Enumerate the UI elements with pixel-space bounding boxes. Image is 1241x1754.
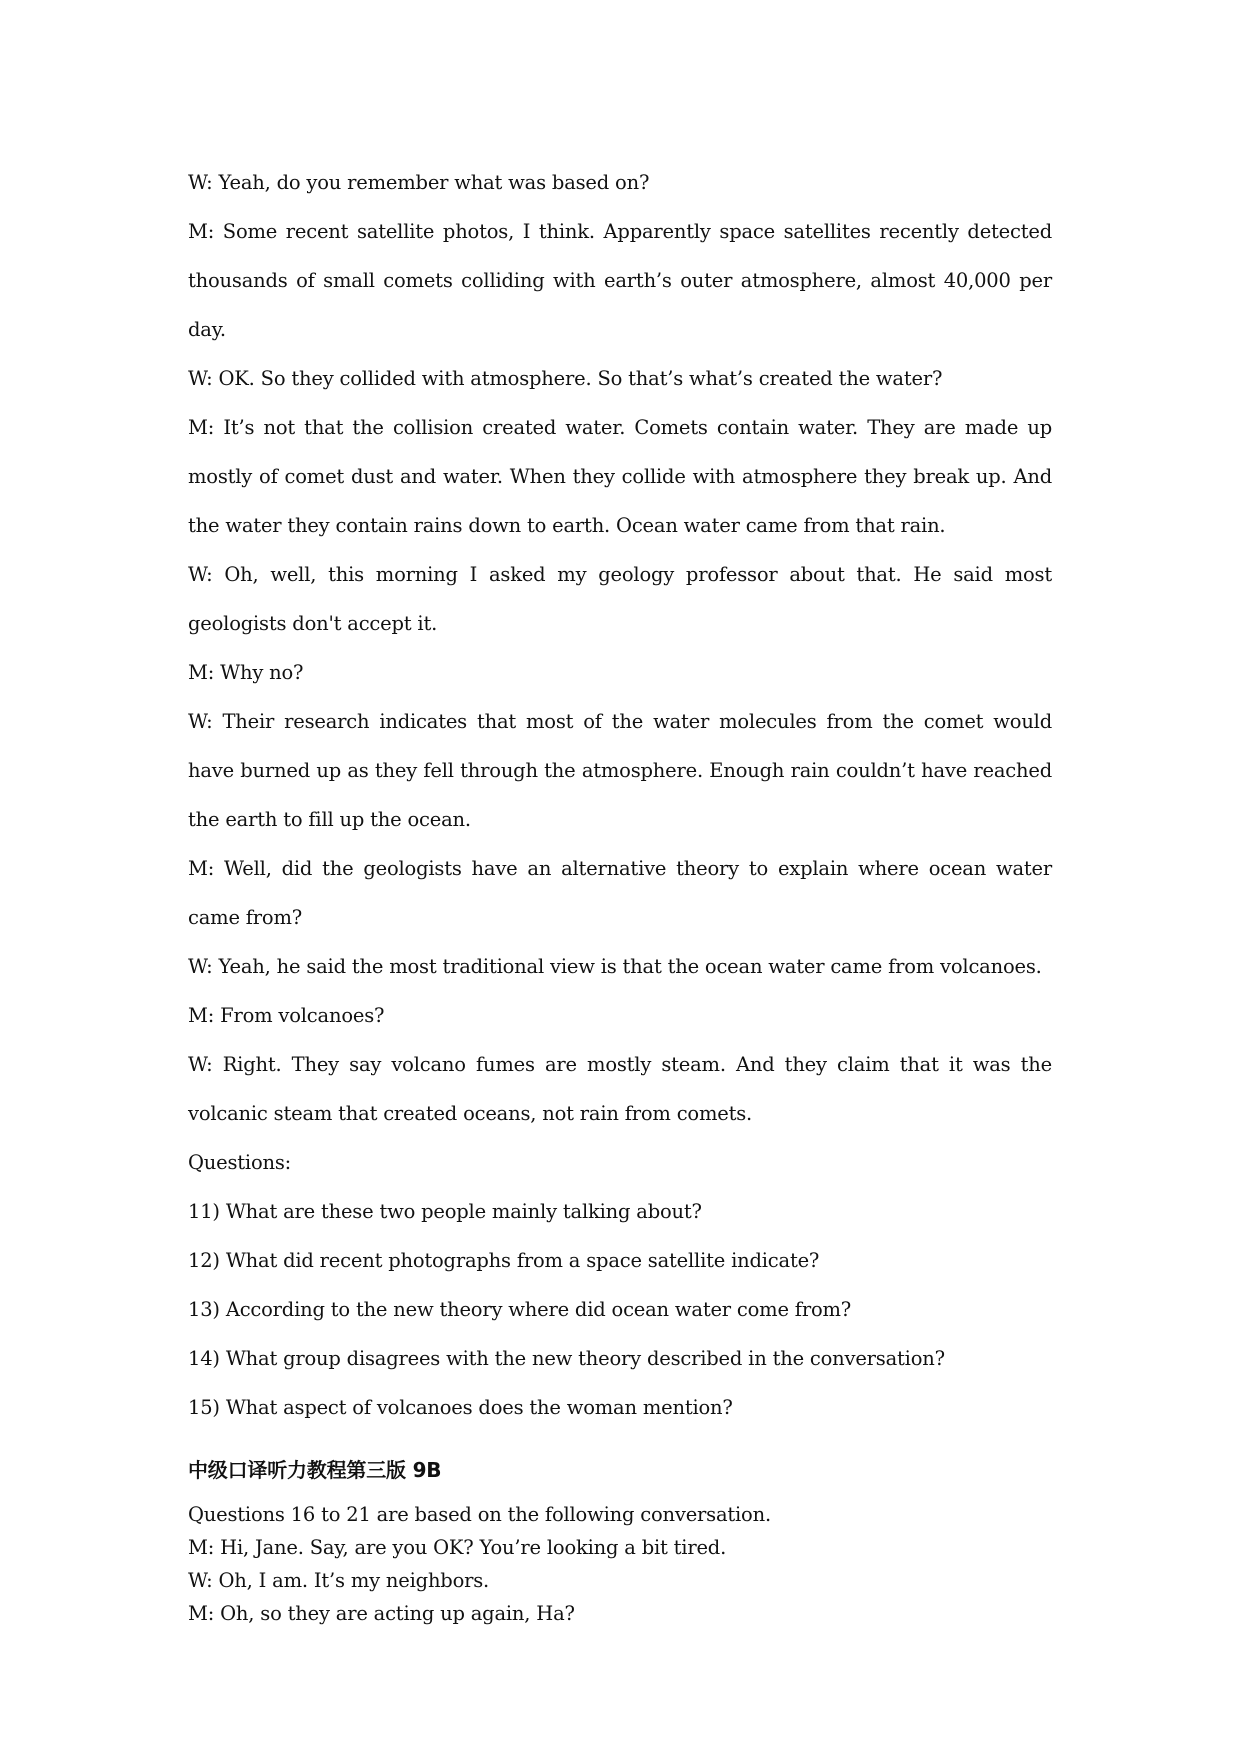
question-item: 11) What are these two people mainly talking about? [188,1200,702,1223]
question-item: 12) What did recent photographs from a space satellite indicate? [188,1249,820,1272]
conversation-section [188,1498,1052,1630]
question-item: 13) According to the new theory where did ocean water come from? [188,1298,852,1321]
document-body [188,158,1052,1630]
dialogue-line: W: Their research indicates that most of the water molecules from the comet would have burned up as they fell through the atmosphere. Enough rain couldn’t have reached the earth to fill up the ocean. [188,710,1052,831]
questions-label: Questions: [188,1151,292,1174]
conversation-line: M: Hi, Jane. Say, are you OK? You’re looking a bit tired. [188,1536,727,1559]
dialogue-line: M: From volcanoes? [188,1004,385,1027]
dialogue-line: M: Well, did the geologists have an alternative theory to explain where ocean water came from? [188,857,1052,929]
conversation-line: M: Oh, so they are acting up again, Ha? [188,1602,575,1625]
dialogue-line: W: Yeah, do you remember what was based on? [188,171,650,194]
question-item: 15) What aspect of volcanoes does the woman mention? [188,1396,733,1419]
dialogue-line: W: Yeah, he said the most traditional view is that the ocean water came from volcanoes. [188,955,1042,978]
questions-section [188,1138,1052,1432]
conversation-intro: Questions 16 to 21 are based on the following conversation. [188,1503,771,1526]
question-item: 14) What group disagrees with the new theory described in the conversation? [188,1347,945,1370]
dialogue-line: W: Right. They say volcano fumes are mostly steam. And they claim that it was the volcanic steam that created oceans, not rain from comets. [188,1053,1052,1125]
dialogue-line: W: Oh, well, this morning I asked my geology professor about that. He said most geologists don't accept it. [188,563,1052,635]
dialogue-line: M: It’s not that the collision created water. Comets contain water. They are made up mostly of comet dust and water. When they collide with atmosphere they break up. And the water they contain rains down to earth. Ocean water came from that rain. [188,416,1052,537]
dialogue-line: M: Some recent satellite photos, I think. Apparently space satellites recently detected thousands of small comets colliding with earth’s outer atmosphere, almost 40,000 per day. [188,220,1052,341]
dialogue-line: W: OK. So they collided with atmosphere. So that’s what’s created the water? [188,367,943,390]
dialogue-section [188,158,1052,1138]
conversation-line: W: Oh, I am. It’s my neighbors. [188,1569,490,1592]
section-heading: 中级口译听力教程第三版 9B [188,1458,442,1482]
dialogue-line: M: Why no? [188,661,304,684]
